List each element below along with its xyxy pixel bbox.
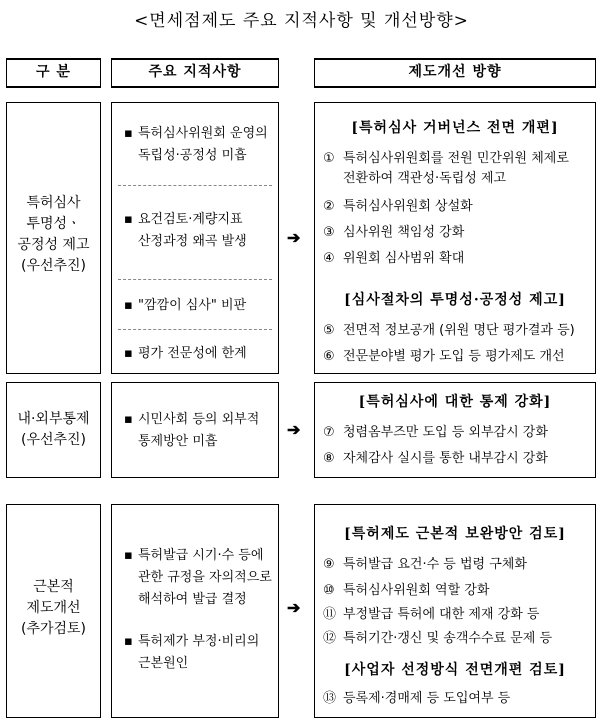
improvement-item: ③ 심사위원 책임성 강화 xyxy=(323,225,465,240)
arrow-icon: ➔ xyxy=(287,598,301,617)
issue-item: ▪ 특허심사위원회 운영의 독립성·공정성 미흡 xyxy=(124,126,268,163)
improvement-item: ⑤ 전면적 정보공개 (위원 명단 평가결과 등) xyxy=(323,323,575,338)
row3-category: 근본적 제도개선 (추가검토) xyxy=(20,579,87,637)
improvement-item: ⑦ 청렴옴부즈만 도입 등 외부감시 강화 xyxy=(323,425,548,440)
improvement-item: ④ 위원회 심사범위 확대 xyxy=(323,251,465,266)
header-issues: 주요 지적사항 xyxy=(111,58,279,88)
section-heading: [특허심사에 대한 통제 강화] xyxy=(358,394,552,410)
section-heading: [특허심사 거버넌스 전면 개편] xyxy=(351,120,559,136)
issue-item: ▪ 특허제가 부정·비리의 근본원인 xyxy=(124,634,260,671)
improvement-item: ⑥ 전문분야별 평가 도입 등 평가제도 개선 xyxy=(323,349,565,364)
improvement-item: ⑨ 특허발급 요건·수 등 법령 구체화 xyxy=(323,557,527,572)
row3-category-box xyxy=(6,504,101,718)
improvement-item: ⑧ 자체감사 실시를 통한 내부감시 강화 xyxy=(323,451,548,466)
page-title: <면세점제도 주요 지적사항 및 개선방향> xyxy=(134,11,469,31)
improvement-item: ⑬ 등록제·경매제 등 도입여부 등 xyxy=(323,691,511,706)
improvement-item: ① 특허심사위원회를 전원 민간위원 체제로 전환하여 객관성·독립성 제고 xyxy=(323,151,569,186)
issue-item: ▪ 요건검토·계량지표 산정과정 왜곡 발생 xyxy=(124,212,247,249)
row1-category: 특허심사 투명성ㆍ 공정성 제고 (우선추진) xyxy=(17,195,90,274)
improvement-item: ⑪ 부정발급 특허에 대한 제재 강화 등 xyxy=(323,607,540,622)
issue-item: ▪ "깜깜이 심사" 비판 xyxy=(124,298,247,313)
section-heading: [사업자 선정방식 전면개편 검토] xyxy=(344,662,566,678)
row3-improvements-box xyxy=(314,504,596,718)
row3-issues-box xyxy=(111,504,279,718)
improvement-item: ② 특허심사위원회 상설화 xyxy=(323,199,473,214)
row2-issues-box xyxy=(111,382,279,478)
issue-item: ▪ 시민사회 등의 외부적 통제방안 미흡 xyxy=(124,412,260,449)
issue-item: ▪ 특허발급 시기·수 등에 관한 규정을 자의적으로 해석하여 발급 결정 xyxy=(124,548,272,607)
row1-issues-box xyxy=(111,102,279,374)
improvement-item: ⑩ 특허심사위원회 역할 강화 xyxy=(323,583,490,598)
improvement-item: ⑫ 특허기간·갱신 및 송객수수료 문제 등 xyxy=(323,631,553,646)
header-category: 구 분 xyxy=(6,58,101,88)
arrow-icon: ➔ xyxy=(287,228,301,247)
section-heading: [심사절차의 투명성·공정성 제고] xyxy=(344,292,566,308)
section-heading: [특허제도 근본적 보완방안 검토] xyxy=(344,526,566,542)
issue-item: ▪ 평가 전문성에 한계 xyxy=(124,346,247,361)
arrow-icon: ➔ xyxy=(287,420,301,439)
header-improvements: 제도개선 방향 xyxy=(314,58,596,88)
row1-category-box xyxy=(6,102,101,374)
row1-improvements-box xyxy=(314,102,596,374)
row2-improvements-box xyxy=(314,382,596,478)
row2-category: 내·외부통제 (우선추진) xyxy=(17,411,90,448)
row2-category-box xyxy=(6,382,101,478)
